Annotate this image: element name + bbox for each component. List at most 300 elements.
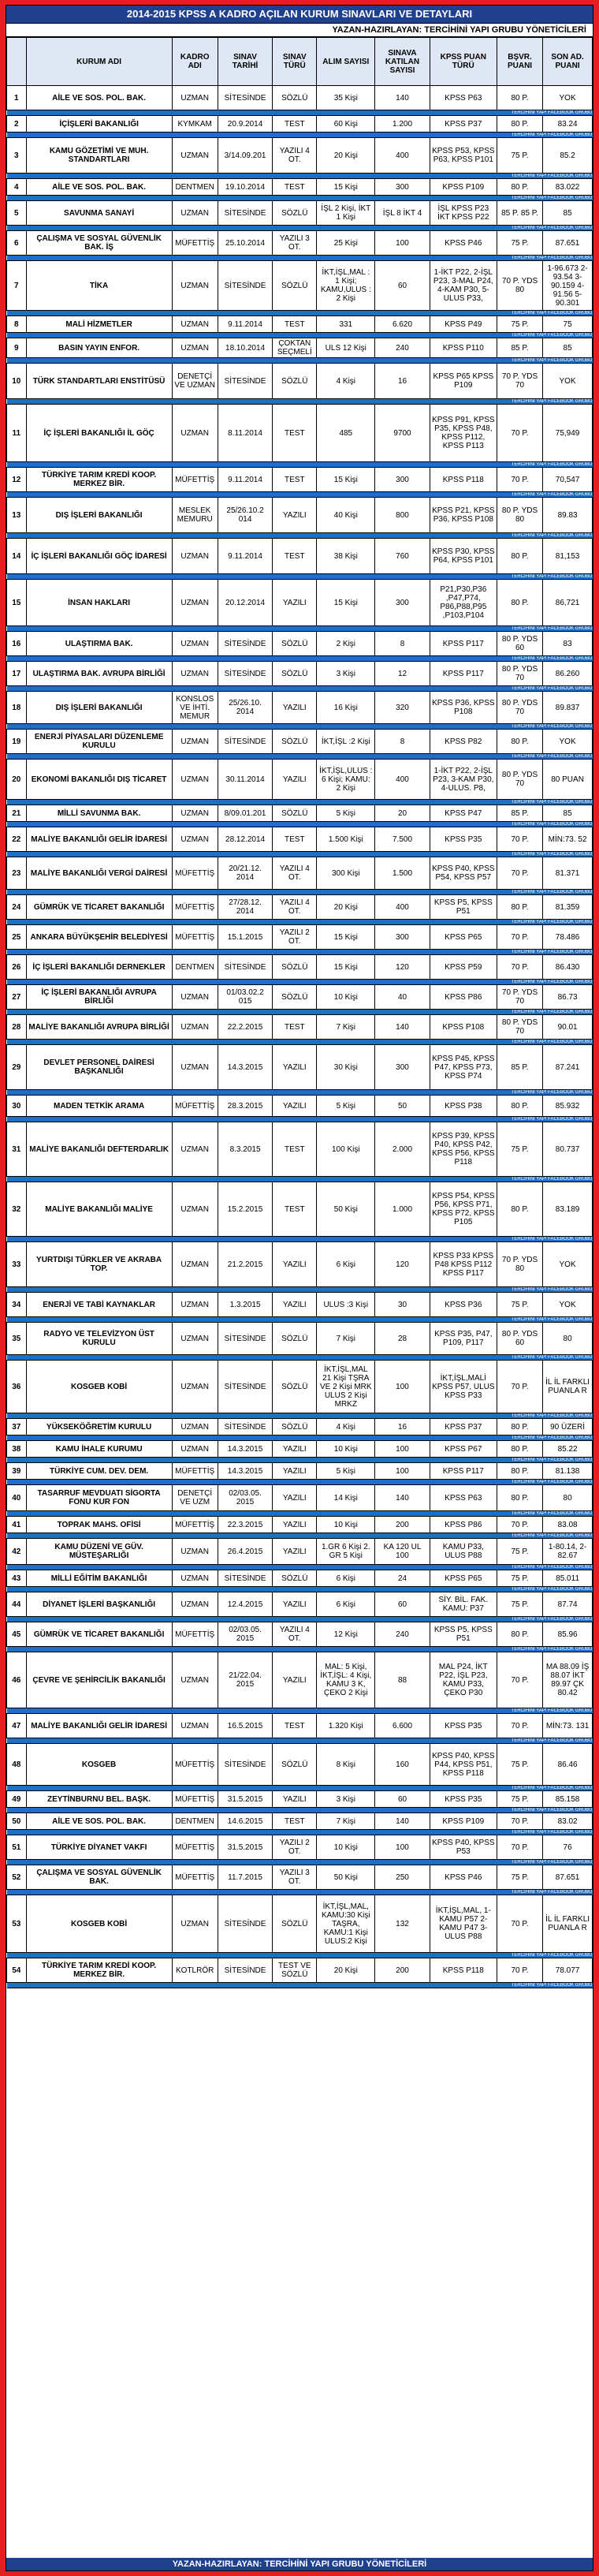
institution-name: TOPRAK MAHS. OFİSİ bbox=[26, 1517, 172, 1533]
hire-count: 5 Kişi bbox=[317, 1463, 375, 1480]
candidate-count: 250 bbox=[375, 1865, 430, 1890]
application-score: 70 P. bbox=[497, 857, 542, 890]
exam-date: 25/26.10.2 014 bbox=[218, 498, 272, 533]
document-frame bbox=[6, 5, 593, 2571]
page-title: 2014-2015 KPSS A KADRO AÇILAN KURUM SINAVLARI VE DETAYLARI bbox=[6, 6, 593, 24]
facebook-group-strip bbox=[7, 174, 593, 179]
exam-type: SÖZLÜ bbox=[273, 261, 317, 311]
last-score: 87.651 bbox=[543, 1865, 593, 1890]
table-row bbox=[7, 1865, 593, 1890]
last-score: 83.022 bbox=[543, 179, 593, 196]
row-number: 17 bbox=[7, 662, 27, 686]
facebook-group-strip bbox=[7, 1287, 593, 1293]
application-score: 75 P. bbox=[497, 1539, 542, 1565]
candidate-count: 240 bbox=[375, 338, 430, 358]
kpss-score-type: KPSS P33 KPSS P48 KPSS P112 KPSS P117 bbox=[430, 1242, 497, 1287]
position-name: UZMAN bbox=[172, 1714, 218, 1738]
kpss-score-type: KPSS P35 bbox=[430, 827, 497, 852]
position-name: MÜFETTİŞ bbox=[172, 1865, 218, 1890]
exam-date: 21.2.2015 bbox=[218, 1242, 272, 1287]
application-score: 80 P. YDS 70 bbox=[497, 760, 542, 800]
hire-count: 15 Kişi bbox=[317, 468, 375, 492]
position-name: UZMAN bbox=[172, 730, 218, 754]
table-body bbox=[7, 86, 593, 1988]
hire-count: 6 Kişi bbox=[317, 1570, 375, 1587]
institution-name: MALİYE BAKANLIĞI GELİR İDARESİ bbox=[26, 827, 172, 852]
facebook-group-strip bbox=[7, 1738, 593, 1744]
table-row bbox=[7, 1570, 593, 1587]
position-name: UZMAN bbox=[172, 405, 218, 462]
candidate-count: 50 bbox=[375, 1096, 430, 1117]
last-score: İL İL FARKLI PUANLA R bbox=[543, 1361, 593, 1413]
exam-type: TEST bbox=[273, 1182, 317, 1237]
hire-count: 16 Kişi bbox=[317, 692, 375, 724]
institution-name: ENERJİ PİYASALARI DÜZENLEME KURULU bbox=[26, 730, 172, 754]
last-score: YOK bbox=[543, 86, 593, 110]
application-score: 70 P. bbox=[497, 827, 542, 852]
last-score: 80.737 bbox=[543, 1122, 593, 1177]
kpss-score-type: KPSS P35, P47, P109, P117 bbox=[430, 1323, 497, 1355]
institution-name: MALİYE BAKANLIĞI GELİR İDARESİ bbox=[26, 1714, 172, 1738]
exam-date: 20/21.12. 2014 bbox=[218, 857, 272, 890]
last-score: 85.96 bbox=[543, 1622, 593, 1647]
table-row bbox=[7, 925, 593, 950]
column-header: SON AD. PUANI bbox=[543, 38, 593, 86]
exam-date: 25/26.10. 2014 bbox=[218, 692, 272, 724]
institution-name: İÇ İŞLERİ BAKANLIĞI DERNEKLER bbox=[26, 955, 172, 980]
exam-type: ÇOKTAN SEÇMELİ bbox=[273, 338, 317, 358]
facebook-group-label: TERCİHİNİ YAP! FACEBOOK GRUBU bbox=[7, 1647, 593, 1652]
kpss-score-type: KPSS P37 bbox=[430, 1419, 497, 1435]
last-score: 85.011 bbox=[543, 1570, 593, 1587]
facebook-group-label: TERCİHİNİ YAP! FACEBOOK GRUBU bbox=[7, 196, 593, 201]
candidate-count: 8 bbox=[375, 632, 430, 656]
exam-type: YAZILI bbox=[273, 1293, 317, 1317]
application-score: 75 P. bbox=[497, 138, 542, 174]
institution-name: KOSGEB KOBİ bbox=[26, 1895, 172, 1953]
facebook-group-label: TERCİHİNİ YAP! FACEBOOK GRUBU bbox=[7, 1010, 593, 1015]
exam-date: 02/03.05. 2015 bbox=[218, 1485, 272, 1511]
hire-count: İKT,İŞL :2 Kişi bbox=[317, 730, 375, 754]
facebook-group-label: TERCİHİNİ YAP! FACEBOOK GRUBU bbox=[7, 1237, 593, 1242]
candidate-count: 16 bbox=[375, 364, 430, 399]
institution-name: AİLE VE SOS. POL. BAK. bbox=[26, 86, 172, 110]
position-name: DENTMEN bbox=[172, 1813, 218, 1830]
application-score: 70 P. bbox=[497, 405, 542, 462]
candidate-count: 100 bbox=[375, 1835, 430, 1860]
last-score: 83.08 bbox=[543, 1517, 593, 1533]
last-score: 83.24 bbox=[543, 116, 593, 133]
last-score: 90.01 bbox=[543, 1015, 593, 1040]
row-number: 6 bbox=[7, 231, 27, 256]
candidate-count: 60 bbox=[375, 1592, 430, 1617]
table-row bbox=[7, 1015, 593, 1040]
exam-date: 27/28.12. 2014 bbox=[218, 895, 272, 920]
last-score: 75 bbox=[543, 316, 593, 333]
application-score: 70 P. YDS 70 bbox=[497, 985, 542, 1010]
row-number: 52 bbox=[7, 1865, 27, 1890]
exam-type: YAZILI bbox=[273, 1517, 317, 1533]
row-number: 22 bbox=[7, 827, 27, 852]
table-row bbox=[7, 1895, 593, 1953]
row-number: 51 bbox=[7, 1835, 27, 1860]
kpss-score-type: KPSS P63 bbox=[430, 86, 497, 110]
table-row bbox=[7, 468, 593, 492]
last-score: 80 bbox=[543, 1485, 593, 1511]
exam-date: SİTESİNDE bbox=[218, 955, 272, 980]
candidate-count: 1.500 bbox=[375, 857, 430, 890]
application-score: 80 P. bbox=[497, 86, 542, 110]
kpss-score-type: MAL P24, İKT P22, İŞL P23, KAMU P33, ÇEKO P30 bbox=[430, 1652, 497, 1708]
kpss-score-type: KPSS P82 bbox=[430, 730, 497, 754]
institution-name: MALİYE BAKANLIĞI MALİYE bbox=[26, 1182, 172, 1237]
table-row bbox=[7, 201, 593, 226]
hire-count: 40 Kişi bbox=[317, 498, 375, 533]
exam-type: YAZILI bbox=[273, 1096, 317, 1117]
institution-name: DIŞ İŞLERİ BAKANLIĞI bbox=[26, 498, 172, 533]
candidate-count: 300 bbox=[375, 468, 430, 492]
facebook-group-label: TERCİHİNİ YAP! FACEBOOK GRUBU bbox=[7, 1830, 593, 1835]
exam-type: SÖZLÜ bbox=[273, 632, 317, 656]
last-score: 1-96.673 2-93.54 3-90.159 4-91.56 5-90.301 bbox=[543, 261, 593, 311]
row-number: 32 bbox=[7, 1182, 27, 1237]
row-number: 12 bbox=[7, 468, 27, 492]
application-score: 70 P. YDS 70 bbox=[497, 364, 542, 399]
position-name: UZMAN bbox=[172, 1441, 218, 1458]
last-score: 85 bbox=[543, 201, 593, 226]
exam-type: TEST bbox=[273, 827, 317, 852]
last-score: 75,949 bbox=[543, 405, 593, 462]
kpss-score-type: KPSS P45, KPSS P47, KPSS P73, KPSS P74 bbox=[430, 1045, 497, 1090]
institution-name: ENERJİ VE TABİ KAYNAKLAR bbox=[26, 1293, 172, 1317]
last-score: 78.486 bbox=[543, 925, 593, 950]
exam-type: TEST bbox=[273, 1122, 317, 1177]
candidate-count: İŞL 8 İKT 4 bbox=[375, 201, 430, 226]
table-row bbox=[7, 857, 593, 890]
institution-name: ANKARA BÜYÜKŞEHİR BELEDİYESİ bbox=[26, 925, 172, 950]
hire-count: 3 Kişi bbox=[317, 1791, 375, 1808]
position-name: MÜFETTİŞ bbox=[172, 895, 218, 920]
table-row bbox=[7, 1323, 593, 1355]
hire-count: 15 Kişi bbox=[317, 179, 375, 196]
last-score: 78.077 bbox=[543, 1958, 593, 1983]
exam-date: 1.3.2015 bbox=[218, 1293, 272, 1317]
position-name: UZMAN bbox=[172, 827, 218, 852]
position-name: UZMAN bbox=[172, 1539, 218, 1565]
row-number: 41 bbox=[7, 1517, 27, 1533]
candidate-count: 30 bbox=[375, 1293, 430, 1317]
position-name: MÜFETTİŞ bbox=[172, 1517, 218, 1533]
table-row bbox=[7, 760, 593, 800]
facebook-group-strip bbox=[7, 1090, 593, 1096]
application-score: 80 P. bbox=[497, 1096, 542, 1117]
position-name: UZMAN bbox=[172, 1182, 218, 1237]
application-score: 70 P. bbox=[497, 1958, 542, 1983]
exam-date: 20.12.2014 bbox=[218, 580, 272, 626]
last-score: 86.260 bbox=[543, 662, 593, 686]
institution-name: İNSAN HAKLARI bbox=[26, 580, 172, 626]
exam-type: YAZILI bbox=[273, 1539, 317, 1565]
facebook-group-strip bbox=[7, 1511, 593, 1517]
table-row bbox=[7, 1293, 593, 1317]
exam-type: YAZILI bbox=[273, 580, 317, 626]
candidate-count: 9700 bbox=[375, 405, 430, 462]
facebook-group-label: TERCİHİNİ YAP! FACEBOOK GRUBU bbox=[7, 174, 593, 179]
row-number: 30 bbox=[7, 1096, 27, 1117]
facebook-group-label: TERCİHİNİ YAP! FACEBOOK GRUBU bbox=[7, 822, 593, 827]
kpss-score-type: KPSS P36, KPSS P108 bbox=[430, 692, 497, 724]
hire-count: 15 Kişi bbox=[317, 925, 375, 950]
row-number: 45 bbox=[7, 1622, 27, 1647]
table-row bbox=[7, 498, 593, 533]
last-score: 87.651 bbox=[543, 231, 593, 256]
last-score: 1-80.14, 2-82.67 bbox=[543, 1539, 593, 1565]
facebook-group-label: TERCİHİNİ YAP! FACEBOOK GRUBU bbox=[7, 358, 593, 364]
last-score: 89.83 bbox=[543, 498, 593, 533]
last-score: YOK bbox=[543, 1293, 593, 1317]
candidate-count: 320 bbox=[375, 692, 430, 724]
exam-date: SİTESİNDE bbox=[218, 1744, 272, 1786]
hire-count: 6 Kişi bbox=[317, 1592, 375, 1617]
kpss-score-type: KPSS P35 bbox=[430, 1791, 497, 1808]
last-score: YOK bbox=[543, 1242, 593, 1287]
candidate-count: 20 bbox=[375, 805, 430, 822]
row-number: 38 bbox=[7, 1441, 27, 1458]
row-number: 11 bbox=[7, 405, 27, 462]
institution-name: DEVLET PERSONEL DAİRESİ BAŞKANLIĞI bbox=[26, 1045, 172, 1090]
exam-date: 31.5.2015 bbox=[218, 1791, 272, 1808]
facebook-group-strip bbox=[7, 724, 593, 730]
application-score: 85 P. 85 P. bbox=[497, 201, 542, 226]
application-score: 80 P. bbox=[497, 730, 542, 754]
candidate-count: 60 bbox=[375, 1791, 430, 1808]
exam-date: 25.10.2014 bbox=[218, 231, 272, 256]
exam-type: SÖZLÜ bbox=[273, 1419, 317, 1435]
candidate-count: 200 bbox=[375, 1958, 430, 1983]
hire-count: İŞL 2 Kişi, İKT 1 Kişi bbox=[317, 201, 375, 226]
candidate-count: KA 120 UL 100 bbox=[375, 1539, 430, 1565]
kpss-score-type: KPSS P108 bbox=[430, 1015, 497, 1040]
candidate-count: 300 bbox=[375, 179, 430, 196]
exam-date: SİTESİNDE bbox=[218, 730, 272, 754]
application-score: 75 P. bbox=[497, 1865, 542, 1890]
column-header: BŞVR. PUANI bbox=[497, 38, 542, 86]
application-score: 80 P. bbox=[497, 116, 542, 133]
candidate-count: 400 bbox=[375, 760, 430, 800]
row-number: 3 bbox=[7, 138, 27, 174]
application-score: 80 P. bbox=[497, 1419, 542, 1435]
exam-type: SÖZLÜ bbox=[273, 1895, 317, 1953]
row-number: 14 bbox=[7, 539, 27, 574]
exam-date: 02/03.05. 2015 bbox=[218, 1622, 272, 1647]
facebook-group-strip bbox=[7, 1953, 593, 1958]
facebook-group-strip bbox=[7, 196, 593, 201]
row-number: 5 bbox=[7, 201, 27, 226]
application-score: 80 P. bbox=[497, 895, 542, 920]
row-number: 44 bbox=[7, 1592, 27, 1617]
row-number: 27 bbox=[7, 985, 27, 1010]
position-name: UZMAN bbox=[172, 1361, 218, 1413]
kpss-score-type: KPSS P59 bbox=[430, 955, 497, 980]
last-score: 81.359 bbox=[543, 895, 593, 920]
exam-type: SÖZLÜ bbox=[273, 1570, 317, 1587]
row-number: 20 bbox=[7, 760, 27, 800]
facebook-group-label: TERCİHİNİ YAP! FACEBOOK GRUBU bbox=[7, 1511, 593, 1517]
facebook-group-label: TERCİHİNİ YAP! FACEBOOK GRUBU bbox=[7, 920, 593, 925]
row-number: 46 bbox=[7, 1652, 27, 1708]
candidate-count: 100 bbox=[375, 1441, 430, 1458]
exam-type: YAZILI bbox=[273, 760, 317, 800]
hire-count: İKT,İŞL,ULUS : 6 Kişi; KAMU: 2 Kişi bbox=[317, 760, 375, 800]
hire-count: 10 Kişi bbox=[317, 1441, 375, 1458]
application-score: 80 P. YDS 60 bbox=[497, 632, 542, 656]
facebook-group-strip bbox=[7, 110, 593, 116]
exam-type: SÖZLÜ bbox=[273, 985, 317, 1010]
facebook-group-strip bbox=[7, 1458, 593, 1463]
institution-name: İÇ İŞLERİ BAKANLIĞI AVRUPA BİRLİĞİ bbox=[26, 985, 172, 1010]
facebook-group-strip bbox=[7, 890, 593, 895]
exam-type: YAZILI bbox=[273, 1592, 317, 1617]
exam-date: 22.2.2015 bbox=[218, 1015, 272, 1040]
institution-name: TİKA bbox=[26, 261, 172, 311]
kpss-score-type: KPSS P40, KPSS P53 bbox=[430, 1835, 497, 1860]
row-number: 50 bbox=[7, 1813, 27, 1830]
application-score: 80 P. YDS 60 bbox=[497, 1323, 542, 1355]
column-header: KADRO ADI bbox=[172, 38, 218, 86]
application-score: 70 P. bbox=[497, 1517, 542, 1533]
facebook-group-strip bbox=[7, 1830, 593, 1835]
facebook-group-label: TERCİHİNİ YAP! FACEBOOK GRUBU bbox=[7, 1953, 593, 1958]
row-number: 7 bbox=[7, 261, 27, 311]
candidate-count: 1.200 bbox=[375, 116, 430, 133]
last-score: 83.189 bbox=[543, 1182, 593, 1237]
application-score: 75 P. bbox=[497, 316, 542, 333]
hire-count: 60 Kişi bbox=[317, 116, 375, 133]
kpss-score-type: KPSS P36 bbox=[430, 1293, 497, 1317]
exam-type: YAZILI bbox=[273, 498, 317, 533]
kpss-score-type: KPSS P67 bbox=[430, 1441, 497, 1458]
application-score: 85 P. bbox=[497, 805, 542, 822]
facebook-group-label: TERCİHİNİ YAP! FACEBOOK GRUBU bbox=[7, 1617, 593, 1622]
hire-count: 12 Kişi bbox=[317, 1622, 375, 1647]
hire-count: 7 Kişi bbox=[317, 1813, 375, 1830]
facebook-group-label: TERCİHİNİ YAP! FACEBOOK GRUBU bbox=[7, 1177, 593, 1182]
kpss-score-type: KPSS P109 bbox=[430, 1813, 497, 1830]
exam-type: YAZILI 4 OT. bbox=[273, 1622, 317, 1647]
hire-count: 35 Kişi bbox=[317, 86, 375, 110]
candidate-count: 88 bbox=[375, 1652, 430, 1708]
exam-type: TEST bbox=[273, 116, 317, 133]
exam-date: SİTESİNDE bbox=[218, 1323, 272, 1355]
application-score: 80 P. bbox=[497, 1485, 542, 1511]
exam-date: 20.9.2014 bbox=[218, 116, 272, 133]
row-number: 23 bbox=[7, 857, 27, 890]
kpss-score-type: P21,P30,P36 ,P47,P74, P86,P88,P95 ,P103,P104 bbox=[430, 580, 497, 626]
institution-name: GÜMRÜK VE TİCARET BAKANLIĞI bbox=[26, 895, 172, 920]
exam-date: 28.3.2015 bbox=[218, 1096, 272, 1117]
exam-type: YAZILI bbox=[273, 1242, 317, 1287]
application-score: 70 P. bbox=[497, 1813, 542, 1830]
hire-count: İKT,İŞL,MAL, KAMU:30 Kişi TAŞRA, KAMU:1 Kişi ULUS:2 Kişi bbox=[317, 1895, 375, 1953]
table-row bbox=[7, 1517, 593, 1533]
table-row bbox=[7, 1045, 593, 1090]
table-row bbox=[7, 539, 593, 574]
exam-type: SÖZLÜ bbox=[273, 730, 317, 754]
facebook-group-label: TERCİHİNİ YAP! FACEBOOK GRUBU bbox=[7, 1090, 593, 1096]
kpss-score-type: KPSS P118 bbox=[430, 1958, 497, 1983]
institution-name: SAVUNMA SANAYİ bbox=[26, 201, 172, 226]
exam-type: YAZILI 4 OT. bbox=[273, 138, 317, 174]
facebook-group-label: TERCİHİNİ YAP! FACEBOOK GRUBU bbox=[7, 1435, 593, 1441]
exam-type: TEST bbox=[273, 405, 317, 462]
application-score: 80 P. bbox=[497, 539, 542, 574]
candidate-count: 2.000 bbox=[375, 1122, 430, 1177]
candidate-count: 400 bbox=[375, 138, 430, 174]
kpss-score-type: KPSS P117 bbox=[430, 632, 497, 656]
facebook-group-strip bbox=[7, 358, 593, 364]
facebook-group-label: TERCİHİNİ YAP! FACEBOOK GRUBU bbox=[7, 1040, 593, 1045]
table-row bbox=[7, 1592, 593, 1617]
hire-count: 20 Kişi bbox=[317, 138, 375, 174]
kpss-score-type: KPSS P65 bbox=[430, 925, 497, 950]
facebook-group-strip bbox=[7, 462, 593, 468]
last-score: 83 bbox=[543, 632, 593, 656]
facebook-group-label: TERCİHİNİ YAP! FACEBOOK GRUBU bbox=[7, 533, 593, 539]
row-number: 9 bbox=[7, 338, 27, 358]
candidate-count: 24 bbox=[375, 1570, 430, 1587]
exam-type: YAZILI 2 OT. bbox=[273, 1835, 317, 1860]
exam-type: SÖZLÜ bbox=[273, 1323, 317, 1355]
position-name: UZMAN bbox=[172, 86, 218, 110]
exam-date: 12.4.2015 bbox=[218, 1592, 272, 1617]
exam-type: TEST bbox=[273, 1714, 317, 1738]
position-name: UZMAN bbox=[172, 632, 218, 656]
last-score: 81.138 bbox=[543, 1463, 593, 1480]
facebook-group-label: TERCİHİNİ YAP! FACEBOOK GRUBU bbox=[7, 133, 593, 138]
exam-type: YAZILI 4 OT. bbox=[273, 895, 317, 920]
position-name: UZMAN bbox=[172, 760, 218, 800]
application-score: 70 P. YDS 80 bbox=[497, 1242, 542, 1287]
row-number: 26 bbox=[7, 955, 27, 980]
kpss-score-type: KPSS P86 bbox=[430, 985, 497, 1010]
position-name: UZMAN bbox=[172, 338, 218, 358]
exam-date: 9.11.2014 bbox=[218, 539, 272, 574]
exam-date: 14.6.2015 bbox=[218, 1813, 272, 1830]
exam-date: 15.2.2015 bbox=[218, 1182, 272, 1237]
facebook-group-label: TERCİHİNİ YAP! FACEBOOK GRUBU bbox=[7, 980, 593, 985]
exam-type: YAZILI bbox=[273, 1045, 317, 1090]
application-score: 85 P. bbox=[497, 338, 542, 358]
institution-name: KAMU GÖZETİMİ VE MUH. STANDARTLARI bbox=[26, 138, 172, 174]
institution-name: MİLLİ EĞİTİM BAKANLIĞI bbox=[26, 1570, 172, 1587]
row-number: 2 bbox=[7, 116, 27, 133]
column-header: SINAV TÜRÜ bbox=[273, 38, 317, 86]
facebook-group-label: TERCİHİNİ YAP! FACEBOOK GRUBU bbox=[7, 574, 593, 580]
institution-name: RADYO VE TELEVİZYON ÜST KURULU bbox=[26, 1323, 172, 1355]
institution-name: TÜRKİYE DİYANET VAKFI bbox=[26, 1835, 172, 1860]
table-row bbox=[7, 632, 593, 656]
table-row bbox=[7, 405, 593, 462]
exam-type: YAZILI 3 OT. bbox=[273, 231, 317, 256]
application-score: 75 P. bbox=[497, 1293, 542, 1317]
row-number: 4 bbox=[7, 179, 27, 196]
exam-date: SİTESİNDE bbox=[218, 1895, 272, 1953]
exam-date: 16.5.2015 bbox=[218, 1714, 272, 1738]
kpss-score-type: İKT,İŞL,MAL, 1-KAMU P57 2-KAMU P47 3- ULUS P88 bbox=[430, 1895, 497, 1953]
kpss-score-type: İKT,İŞL,MALİ KPSS P57, ULUS KPSS P33 bbox=[430, 1361, 497, 1413]
hire-count: 10 Kişi bbox=[317, 1835, 375, 1860]
table-row bbox=[7, 1539, 593, 1565]
